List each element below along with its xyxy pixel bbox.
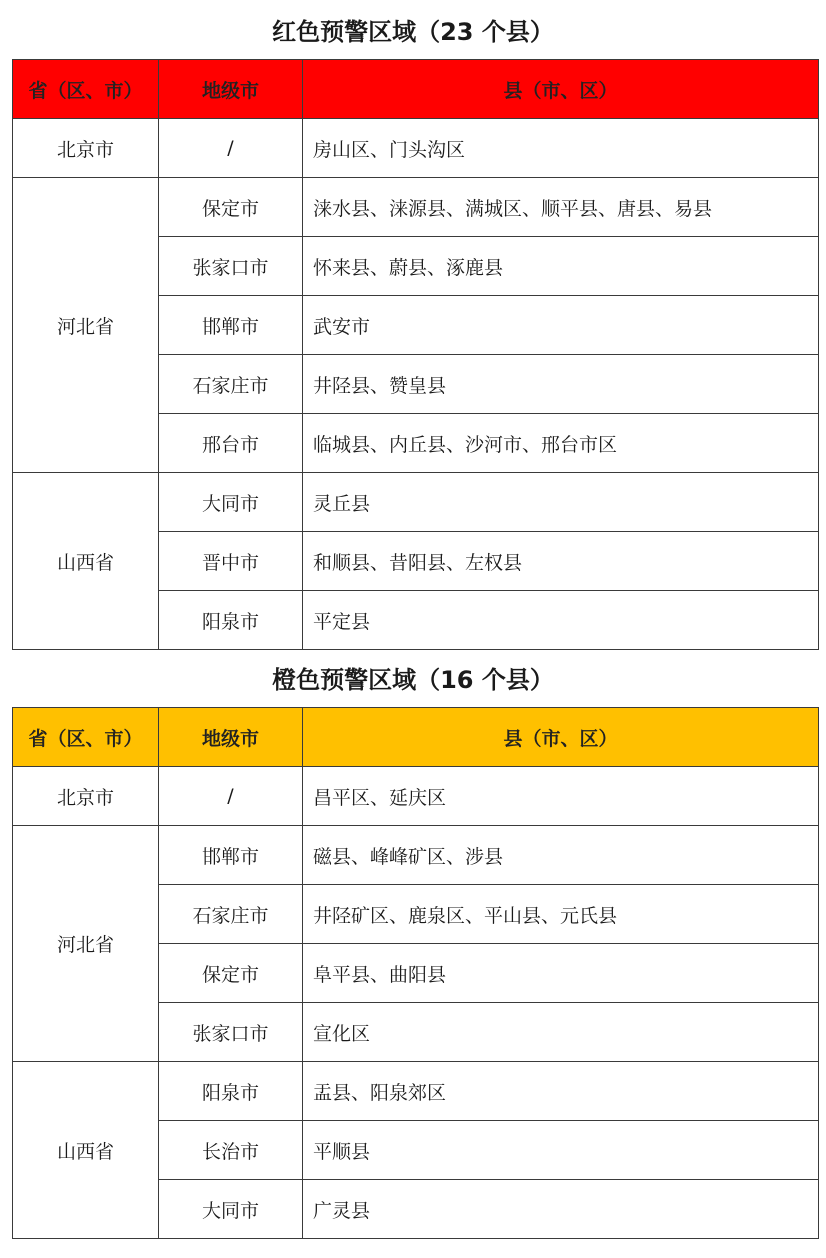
table-row <box>13 767 819 826</box>
table-row <box>13 1062 819 1121</box>
header-province: 省（区、市） <box>13 708 159 767</box>
province-cell: 山西省 <box>13 1062 159 1239</box>
orange-warning-title: 橙色预警区域（16 个县） <box>272 666 554 694</box>
county-cell: 阜平县、曲阳县 <box>303 944 819 1003</box>
table-header-row <box>13 60 819 119</box>
city-cell: 阳泉市 <box>159 591 303 650</box>
city-cell: 邯郸市 <box>159 826 303 885</box>
city-cell: 张家口市 <box>159 237 303 296</box>
header-city: 地级市 <box>159 708 303 767</box>
city-cell: 长治市 <box>159 1121 303 1180</box>
city-cell: 晋中市 <box>159 532 303 591</box>
city-cell: 邢台市 <box>159 414 303 473</box>
county-cell: 房山区、门头沟区 <box>303 119 819 178</box>
county-cell: 怀来县、蔚县、涿鹿县 <box>303 237 819 296</box>
province-cell: 河北省 <box>13 178 159 473</box>
county-cell: 盂县、阳泉郊区 <box>303 1062 819 1121</box>
header-city: 地级市 <box>159 60 303 119</box>
city-cell: 石家庄市 <box>159 885 303 944</box>
county-cell: 和顺县、昔阳县、左权县 <box>303 532 819 591</box>
city-cell: 张家口市 <box>159 1003 303 1062</box>
province-cell: 山西省 <box>13 473 159 650</box>
header-county: 县（市、区） <box>303 60 819 119</box>
table-header-row <box>13 708 819 767</box>
orange-warning-table <box>12 707 819 1239</box>
table-row <box>13 473 819 532</box>
county-cell: 井陉矿区、鹿泉区、平山县、元氏县 <box>303 885 819 944</box>
city-cell: 大同市 <box>159 1180 303 1239</box>
province-cell: 北京市 <box>13 119 159 178</box>
red-warning-title: 红色预警区域（23 个县） <box>272 18 554 46</box>
city-cell: / <box>159 767 303 826</box>
city-cell: 保定市 <box>159 178 303 237</box>
county-cell: 广灵县 <box>303 1180 819 1239</box>
county-cell: 平顺县 <box>303 1121 819 1180</box>
header-province: 省（区、市） <box>13 60 159 119</box>
county-cell: 灵丘县 <box>303 473 819 532</box>
county-cell: 井陉县、赞皇县 <box>303 355 819 414</box>
city-cell: 石家庄市 <box>159 355 303 414</box>
county-cell: 涞水县、涞源县、满城区、顺平县、唐县、易县 <box>303 178 819 237</box>
city-cell: 大同市 <box>159 473 303 532</box>
header-county: 县（市、区） <box>303 708 819 767</box>
city-cell: 保定市 <box>159 944 303 1003</box>
province-cell: 北京市 <box>13 767 159 826</box>
city-cell: 邯郸市 <box>159 296 303 355</box>
table-row <box>13 119 819 178</box>
province-cell: 河北省 <box>13 826 159 1062</box>
county-cell: 平定县 <box>303 591 819 650</box>
table-row <box>13 178 819 237</box>
city-cell: 阳泉市 <box>159 1062 303 1121</box>
county-cell: 临城县、内丘县、沙河市、邢台市区 <box>303 414 819 473</box>
county-cell: 宣化区 <box>303 1003 819 1062</box>
red-warning-table <box>12 59 819 650</box>
county-cell: 武安市 <box>303 296 819 355</box>
county-cell: 磁县、峰峰矿区、涉县 <box>303 826 819 885</box>
table-row <box>13 826 819 885</box>
city-cell: / <box>159 119 303 178</box>
county-cell: 昌平区、延庆区 <box>303 767 819 826</box>
